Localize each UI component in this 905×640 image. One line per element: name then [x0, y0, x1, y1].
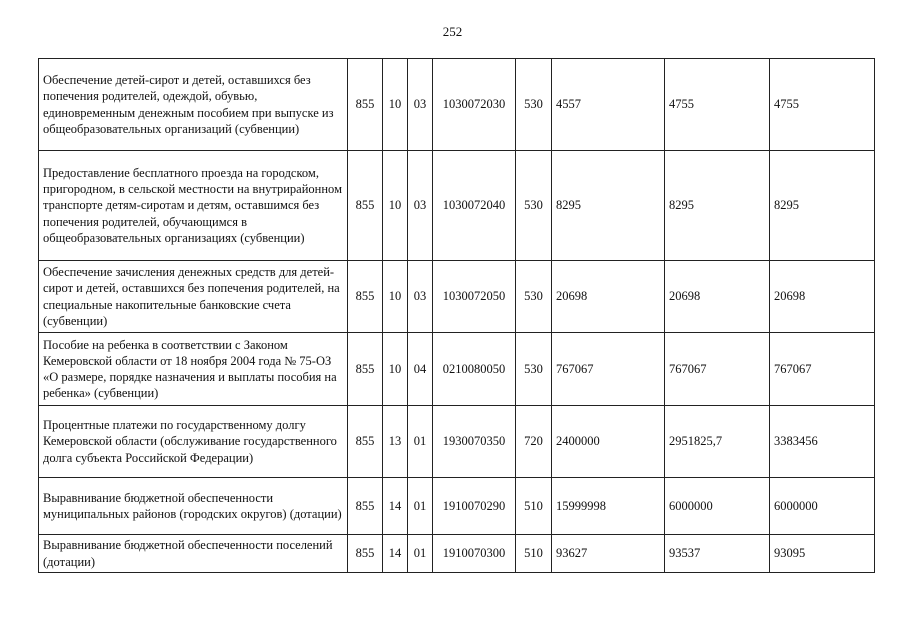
subsection-code: 03	[408, 59, 433, 151]
subsection-code: 01	[408, 535, 433, 573]
target-article-code: 1030072030	[433, 59, 516, 151]
table-row	[39, 151, 875, 261]
section-code: 10	[383, 261, 408, 333]
table-row	[39, 261, 875, 333]
section-code: 14	[383, 535, 408, 573]
ministry-code: 855	[348, 261, 383, 333]
budget-table	[38, 58, 875, 573]
expense-type-code: 720	[516, 406, 552, 478]
expense-type-code: 530	[516, 333, 552, 406]
section-code: 10	[383, 59, 408, 151]
section-code: 14	[383, 478, 408, 535]
amount-year-1: 20698	[552, 261, 665, 333]
table-row	[39, 59, 875, 151]
row-name: Обеспечение зачисления денежных средств для детей-сирот и детей, оставшихся без попечения родителей, на специальные накопительные банковские счета (субвенции)	[39, 261, 348, 333]
table-row	[39, 333, 875, 406]
ministry-code: 855	[348, 59, 383, 151]
section-code: 10	[383, 333, 408, 406]
amount-year-1: 15999998	[552, 478, 665, 535]
table-body	[39, 59, 875, 573]
row-name: Предоставление бесплатного проезда на городском, пригородном, в сельской местности на внутрирайонном транспорте детям-сиротам и детям, оставшимся без попечения родителей, обучающимся в общеобразовательных организациях (субвенции)	[39, 151, 348, 261]
subsection-code: 03	[408, 151, 433, 261]
ministry-code: 855	[348, 478, 383, 535]
expense-type-code: 530	[516, 151, 552, 261]
table-row	[39, 478, 875, 535]
amount-year-2: 8295	[665, 151, 770, 261]
amount-year-1: 767067	[552, 333, 665, 406]
target-article-code: 1910070290	[433, 478, 516, 535]
amount-year-1: 4557	[552, 59, 665, 151]
amount-year-2: 20698	[665, 261, 770, 333]
ministry-code: 855	[348, 535, 383, 573]
ministry-code: 855	[348, 151, 383, 261]
amount-year-2: 4755	[665, 59, 770, 151]
amount-year-2: 93537	[665, 535, 770, 573]
row-name: Пособие на ребенка в соответствии с Законом Кемеровской области от 18 ноября 2004 года № 75-ОЗ «О размере, порядке назначения и выплаты пособия на ребенка» (субвенции)	[39, 333, 348, 406]
target-article-code: 1910070300	[433, 535, 516, 573]
amount-year-1: 93627	[552, 535, 665, 573]
amount-year-3: 6000000	[770, 478, 875, 535]
row-name: Процентные платежи по государственному долгу Кемеровской области (обслуживание государственного долга субъекта Российской Федерации)	[39, 406, 348, 478]
row-name: Выравнивание бюджетной обеспеченности поселений (дотации)	[39, 535, 348, 573]
ministry-code: 855	[348, 406, 383, 478]
amount-year-2: 2951825,7	[665, 406, 770, 478]
amount-year-3: 3383456	[770, 406, 875, 478]
amount-year-1: 8295	[552, 151, 665, 261]
section-code: 13	[383, 406, 408, 478]
row-name: Выравнивание бюджетной обеспеченности муниципальных районов (городских округов) (дотации)	[39, 478, 348, 535]
expense-type-code: 530	[516, 261, 552, 333]
target-article-code: 1030072040	[433, 151, 516, 261]
table-row	[39, 406, 875, 478]
page-number: 252	[442, 24, 463, 39]
expense-type-code: 530	[516, 59, 552, 151]
subsection-code: 03	[408, 261, 433, 333]
amount-year-3: 767067	[770, 333, 875, 406]
amount-year-3: 93095	[770, 535, 875, 573]
subsection-code: 01	[408, 406, 433, 478]
target-article-code: 1930070350	[433, 406, 516, 478]
table-row	[39, 535, 875, 573]
amount-year-3: 4755	[770, 59, 875, 151]
amount-year-1: 2400000	[552, 406, 665, 478]
ministry-code: 855	[348, 333, 383, 406]
expense-type-code: 510	[516, 535, 552, 573]
section-code: 10	[383, 151, 408, 261]
amount-year-2: 767067	[665, 333, 770, 406]
target-article-code: 1030072050	[433, 261, 516, 333]
expense-type-code: 510	[516, 478, 552, 535]
row-name: Обеспечение детей-сирот и детей, оставшихся без попечения родителей, одеждой, обувью, единовременным денежным пособием при выпуске из общеобразовательных организаций (субвенции)	[39, 59, 348, 151]
subsection-code: 04	[408, 333, 433, 406]
amount-year-3: 8295	[770, 151, 875, 261]
subsection-code: 01	[408, 478, 433, 535]
amount-year-2: 6000000	[665, 478, 770, 535]
amount-year-3: 20698	[770, 261, 875, 333]
target-article-code: 0210080050	[433, 333, 516, 406]
